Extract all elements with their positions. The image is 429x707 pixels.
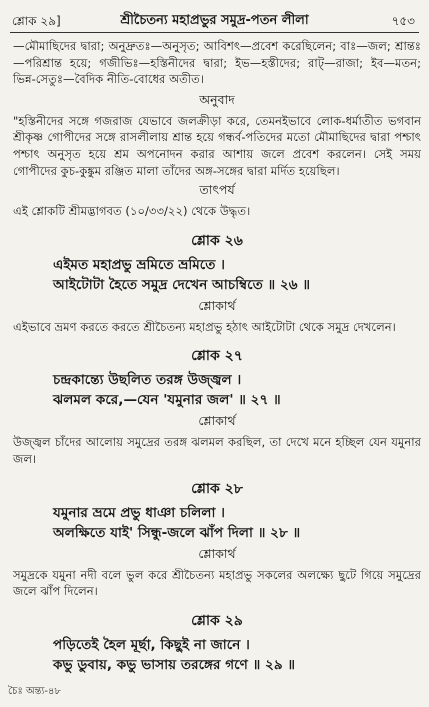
verse-translation: এইভাবে ভ্রমণ করতে করতে শ্রীচৈতন্য মহাপ্রভু হঠাৎ আইটোটা থেকে সমুদ্র দেখলেন।	[13, 319, 396, 334]
verse-line: চন্দ্রকান্ত্যে উছলিত তরঙ্গ উজ্জ্বল ।	[53, 372, 242, 389]
verse-translation: উজ্জ্বল চাঁদের আলোয় সমুদ্রের তরঙ্গ ঝলমল করছিল, তা দেখে মনে হচ্ছিল যেন যমুনার জল।	[13, 435, 421, 466]
page-number: ৭৫৩	[391, 14, 415, 28]
page-content	[13, 38, 421, 675]
verse-line: যমুনার ভ্রমে প্রভু ধাঞা চলিলা ।	[53, 504, 225, 521]
purport-heading: তাৎপর্য	[199, 182, 235, 198]
verse-line: কভু ডুবায়, কভু ভাসায় তরঙ্গের গণে ॥ ২৯ ॥	[53, 656, 296, 673]
verse-heading: শ্লোক ২৯	[191, 612, 243, 629]
verse-line: পড়িতেই হৈল মূর্ছা, কিছুই না জানে ।	[53, 636, 250, 653]
translation-heading: অনুবাদ	[199, 91, 235, 107]
verse-heading: শ্লোক ২৬	[191, 232, 243, 249]
verse-line: ঝলমল করে,—যেন 'যমুনার জল' ॥ ২৭ ॥	[53, 392, 281, 409]
translation-text: "হস্তিনীদের সঙ্গে গজরাজ যেভাবে জলক্রীড়া করে, তেমনইভাবে লোক-ধর্মাতীত ভগবান শ্রীকৃষ্ণ গোপীদের সঙ্গে রাসলীলায় শ্রান্ত হয়ে গন্ধর্ব-পতিদের মতো মৌমাছিদের দ্বারা পশ্চাৎ পশ্চাৎ অনুসৃত হয়ে শ্রম অপনোদন করার আশায় জলে প্রবেশ করলেন। সেই সময় গোপীদের কুচ-কুঙ্কুম রঞ্জিত মালা তাঁদের অঙ্গ-সঙ্গের দ্বারা মর্দিত হয়েছিল।	[13, 113, 421, 178]
verse-translation-heading: শ্লোকার্থ	[198, 297, 236, 313]
verse-line: আইটোটা হৈতে সমুদ্র দেখেন আচম্বিতে ॥ ২৬ ॥	[53, 276, 311, 293]
page-header	[10, 10, 419, 33]
verse-translation-heading: শ্লোকার্থ	[198, 545, 236, 561]
header-chapter-title: শ্রীচৈতন্য মহাপ্রভুর সমুদ্র-পতন লীলা	[120, 13, 309, 28]
verse-heading: শ্লোক ২৭	[191, 348, 243, 365]
word-gloss: —মৌমাছিদের দ্বারা; অনুদ্রুতঃ—অনুসৃত; আবিশৎ—প্রবেশ করেছিলেন; বাঃ—জল; শ্রান্তঃ—পরিশ্রান্ত হয়ে; গজীভিঃ—হস্তিনীদের দ্বারা; ইভ—হস্তীদের; রাট্—রাজা; ইব—মতন; ভিন্ন-সেতুঃ—বৈদিক নীতি-বোধের অতীত।	[13, 39, 421, 87]
header-verse-ref: শ্লোক ২৯]	[12, 14, 61, 28]
verse-text	[13, 370, 421, 410]
verse-line: এইমত মহাপ্রভু ভ্রমিতে ভ্রমিতে ।	[53, 256, 226, 273]
page-footer: চৈঃ অন্ত্য-৪৮	[8, 686, 61, 697]
verse-translation: সমুদ্রকে যমুনা নদী বলে ভুল করে শ্রীচৈতন্য মহাপ্রভু সকলের অলক্ষ্যে ছুটে গিয়ে সমুদ্রের জলে ঝাঁপ দিলেন।	[13, 567, 421, 599]
verse-line: অলক্ষিতে যাই' সিন্ধু-জলে ঝাঁপ দিলা ॥ ২৮ ॥	[53, 524, 301, 541]
verse-text	[13, 255, 421, 295]
verse-text	[13, 503, 421, 543]
verse-translation-heading: শ্লোকার্থ	[198, 413, 236, 429]
purport-text: এই শ্লোকটি শ্রীমদ্ভাগবত (১০/৩৩/২২) থেকে উদ্ধৃত।	[13, 204, 251, 219]
verse-text	[13, 635, 421, 675]
verse-heading: শ্লোক ২৮	[191, 480, 243, 497]
